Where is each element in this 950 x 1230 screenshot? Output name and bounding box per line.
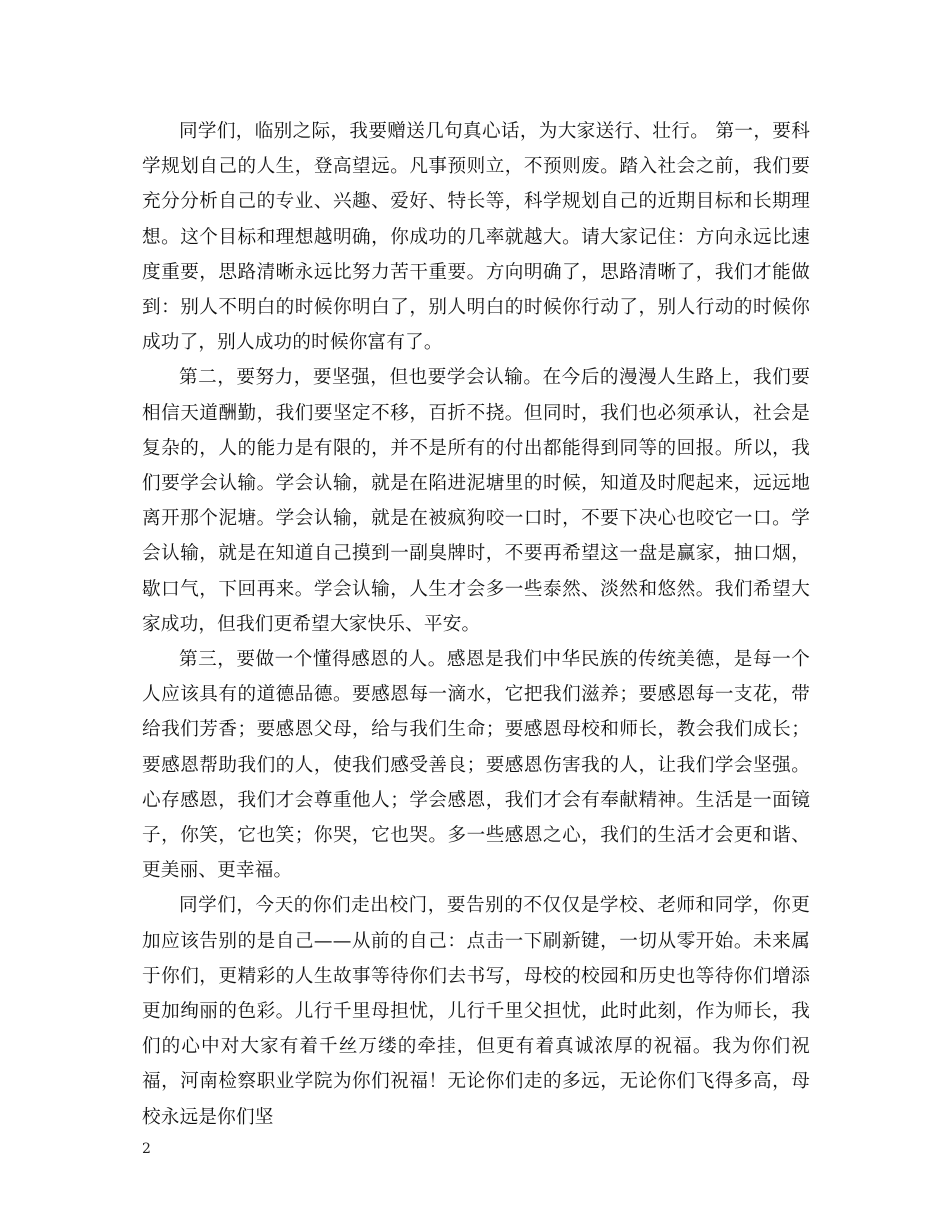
- document-body: [142, 114, 810, 1135]
- paragraph-1: 同学们，临别之际，我要赠送几句真心话，为大家送行、壮行。 第一，要科学规划自己的人生，登高望远。凡事预则立，不预则废。踏入社会之前，我们要充分分析自己的专业、兴趣、爱好、特长等，科学规划自己的近期目标和长期理想。这个目标和理想越明确，你成功的几率就越大。请大家记住：方向永远比速度重要，思路清晰永远比努力苦干重要。方向明确了，思路清晰了，我们才能做到：别人不明白的时候你明白了，别人明白的时候你行动了，别人行动的时候你成功了，别人成功的时候你富有了。: [142, 121, 810, 354]
- page-number: 2: [142, 1141, 151, 1157]
- paragraph-4: 同学们，今天的你们走出校门，要告别的不仅仅是学校、老师和同学，你更加应该告别的是自己——从前的自己：点击一下刷新键，一切从零开始。未来属于你们，更精彩的人生故事等待你们去书写，母校的校园和历史也等待你们增添更加绚丽的色彩。儿行千里母担忧，儿行千里父担忧，此时此刻，作为师长，我们的心中对大家有着千丝万缕的牵挂，但更有着真诚浓厚的祝福。我为你们祝福，河南检察职业学院为你们祝福！无论你们走的多远，无论你们飞得多高，母校永远是你们坚: [142, 895, 810, 1128]
- paragraph-2: 第二，要努力，要坚强，但也要学会认输。在今后的漫漫人生路上，我们要相信天道酬勤，我们要坚定不移，百折不挠。但同时，我们也必须承认，社会是复杂的，人的能力是有限的，并不是所有的付出都能得到同等的回报。所以，我们要学会认输。学会认输，就是在陷进泥塘里的时候，知道及时爬起来，远远地离开那个泥塘。学会认输，就是在被疯狗咬一口时，不要下决心也咬它一口。学会认输，就是在知道自己摸到一副臭牌时，不要再希望这一盘是赢家，抽口烟，歇口气，下回再来。学会认输，人生才会多一些泰然、淡然和悠然。我们希望大家成功，但我们更希望大家快乐、平安。: [142, 367, 810, 635]
- paragraph-3: 第三，要做一个懂得感恩的人。感恩是我们中华民族的传统美德，是每一个人应该具有的道德品德。要感恩每一滴水，它把我们滋养；要感恩每一支花，带给我们芳香；要感恩父母，给与我们生命；要感恩母校和师长，教会我们成长；要感恩帮助我们的人，使我们感受善良；要感恩伤害我的人，让我们学会坚强。心存感恩，我们才会尊重他人；学会感恩，我们才会有奉献精神。生活是一面镜子，你笑，它也笑；你哭，它也哭。多一些感恩之心，我们的生活才会更和谐、更美丽、更幸福。: [142, 649, 810, 882]
